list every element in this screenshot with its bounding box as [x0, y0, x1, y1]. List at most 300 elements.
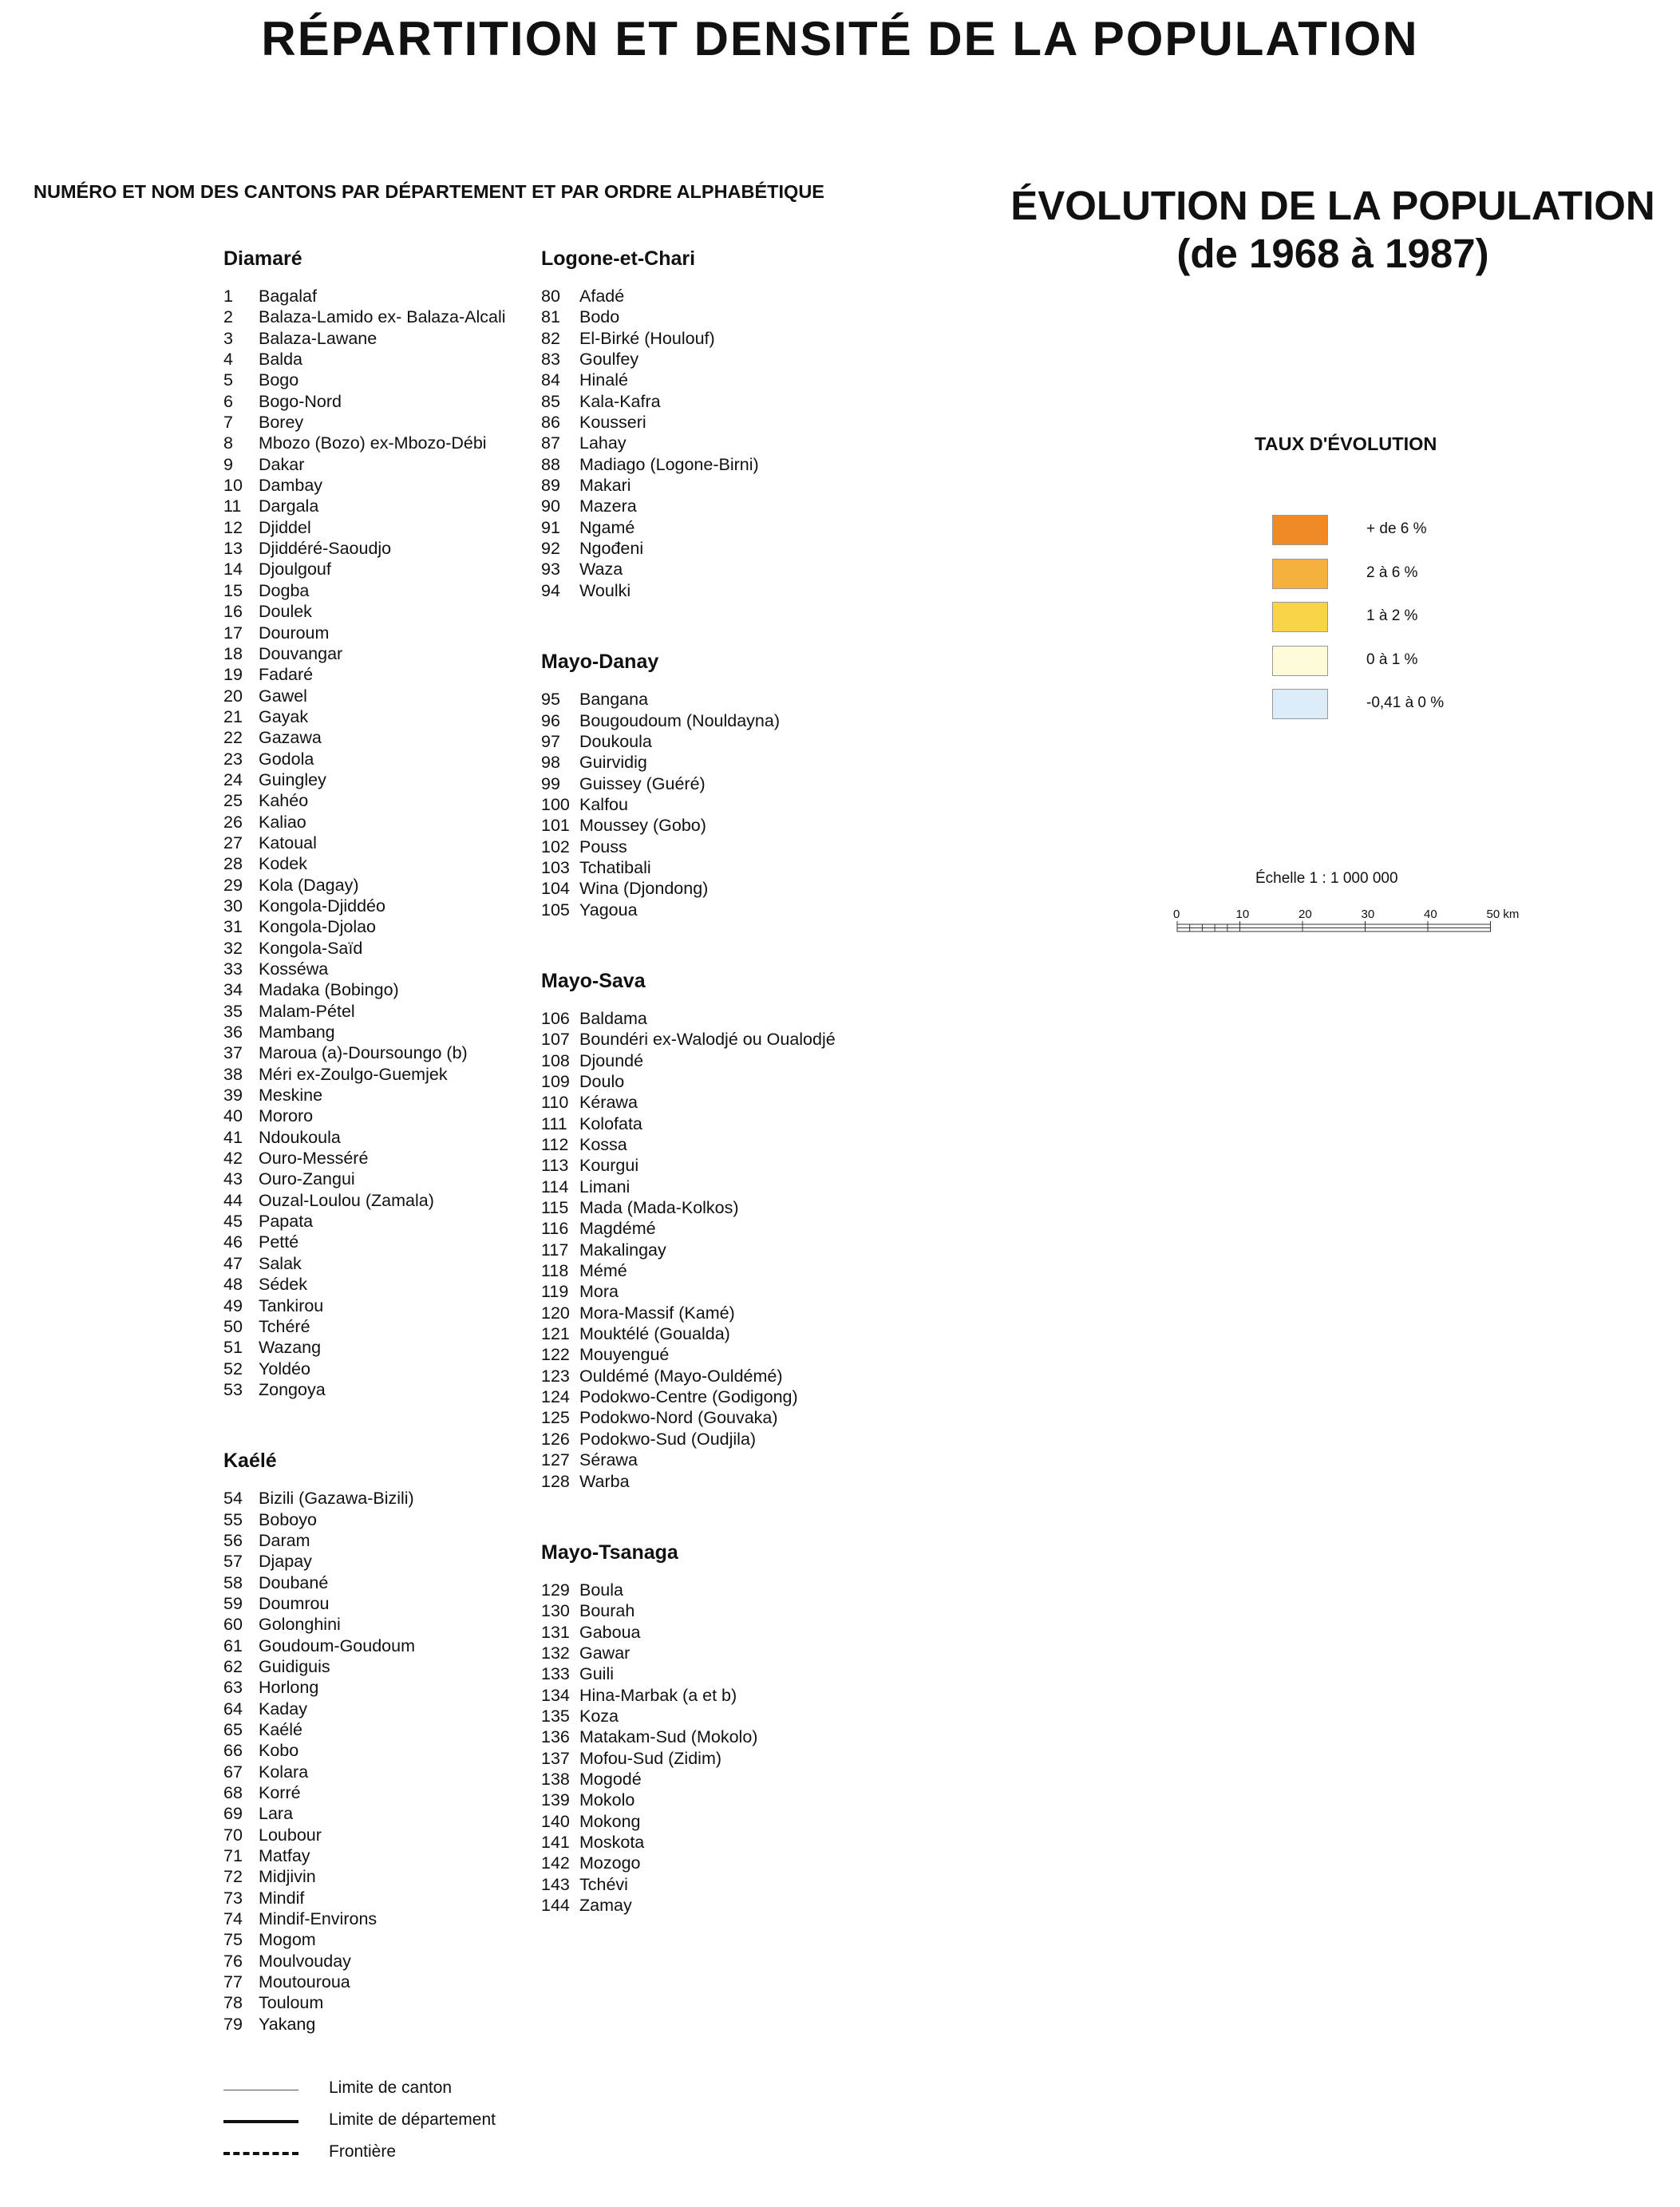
canton-row	[541, 794, 908, 815]
canton-row	[541, 1029, 908, 1050]
canton-row	[541, 559, 908, 579]
canton-row	[223, 1908, 591, 1929]
canton-row	[223, 1316, 591, 1337]
canton-number: 111	[541, 1113, 567, 1133]
canton-row	[541, 286, 908, 307]
canton-name: Yagoua	[579, 900, 638, 920]
canton-number: 44	[223, 1190, 243, 1210]
scale-title: Échelle 1 : 1 000 000	[1255, 870, 1398, 887]
department-name: Logone-et-Chari	[541, 247, 696, 270]
canton-row	[223, 370, 591, 390]
canton-name: Mambang	[259, 1022, 335, 1042]
canton-name: Guirvidig	[579, 753, 647, 773]
canton-number: 60	[223, 1615, 243, 1635]
canton-row	[223, 1782, 591, 1803]
canton-row	[541, 1323, 908, 1344]
canton-number: 133	[541, 1664, 570, 1684]
canton-row	[541, 1155, 908, 1176]
canton-row	[541, 689, 908, 710]
canton-name: Maroua (a)-Doursoungo (b)	[259, 1043, 468, 1063]
canton-number: 103	[541, 857, 570, 877]
canton-row	[541, 580, 908, 601]
canton-name: Guingley	[259, 769, 326, 789]
canton-number: 88	[541, 454, 560, 474]
canton-row	[541, 1706, 908, 1726]
line-legend-item	[223, 2139, 559, 2171]
canton-row	[223, 749, 591, 769]
canton-name: Makalingay	[579, 1240, 666, 1260]
canton-number: 39	[223, 1086, 243, 1105]
canton-row	[541, 1429, 908, 1450]
canton-number: 32	[223, 938, 243, 958]
taux-label: -0,41 à 0 %	[1366, 694, 1445, 711]
cantons-heading: NUMÉRO ET NOM DES CANTONS PAR DÉPARTEMENT ET PAR ORDRE ALPHABÉTIQUE	[34, 181, 824, 202]
canton-number: 65	[223, 1720, 243, 1739]
canton-name: Woulki	[579, 580, 631, 600]
canton-row	[223, 896, 591, 916]
scale-tick-label: 40	[1424, 908, 1437, 921]
canton-number: 17	[223, 623, 243, 643]
canton-number: 142	[541, 1853, 570, 1873]
canton-row	[541, 1240, 908, 1260]
canton-number: 132	[541, 1643, 570, 1663]
canton-row	[223, 1614, 591, 1635]
canton-number: 92	[541, 539, 560, 559]
canton-name: Bourah	[579, 1601, 635, 1621]
canton-number: 105	[541, 900, 570, 920]
canton-row	[223, 1085, 591, 1105]
canton-name: Meskine	[259, 1086, 323, 1105]
canton-name: Doumrou	[259, 1593, 330, 1613]
canton-number: 107	[541, 1030, 570, 1050]
canton-row	[223, 1169, 591, 1189]
canton-row	[541, 1008, 908, 1029]
canton-number: 117	[541, 1240, 569, 1260]
canton-name: Tchatibali	[579, 857, 651, 877]
canton-number: 14	[223, 560, 243, 579]
canton-name: Doubané	[259, 1572, 329, 1592]
canton-number: 89	[541, 476, 560, 496]
canton-row	[223, 1127, 591, 1148]
canton-name: Zongoya	[259, 1379, 326, 1399]
canton-name: Kongola-Saïd	[259, 938, 363, 958]
canton-number: 137	[541, 1748, 570, 1768]
department-name: Kaélé	[223, 1450, 277, 1473]
canton-number: 55	[223, 1509, 243, 1529]
canton-number: 75	[223, 1930, 243, 1950]
canton-number: 43	[223, 1169, 243, 1189]
canton-row	[223, 1677, 591, 1698]
canton-row	[541, 412, 908, 433]
canton-name: Lara	[259, 1804, 294, 1824]
evolution-title-line1: ÉVOLUTION DE LA POPULATION	[1010, 183, 1655, 228]
canton-number: 26	[223, 812, 243, 832]
canton-number: 96	[541, 710, 560, 730]
canton-row	[223, 1719, 591, 1740]
department-name: Mayo-Tsanaga	[541, 1541, 678, 1564]
canton-number: 62	[223, 1656, 243, 1676]
canton-name: Ouro-Messéré	[259, 1149, 369, 1169]
canton-number: 10	[223, 476, 243, 496]
canton-row	[541, 1685, 908, 1706]
canton-number: 61	[223, 1635, 243, 1655]
canton-name: Ndoukoula	[259, 1127, 341, 1147]
canton-name: Goudoum-Goudoum	[259, 1635, 415, 1655]
canton-row	[223, 727, 591, 748]
canton-number: 51	[223, 1338, 243, 1358]
canton-row	[223, 1635, 591, 1656]
canton-name: Mindif	[259, 1888, 305, 1908]
canton-number: 49	[223, 1295, 243, 1315]
scale-tick-label: 10	[1235, 908, 1250, 921]
canton-number: 69	[223, 1804, 243, 1824]
canton-name: Mora	[579, 1282, 619, 1302]
canton-name: Petté	[259, 1232, 299, 1252]
canton-name: Kossa	[579, 1135, 627, 1154]
canton-row	[223, 454, 591, 475]
canton-number: 100	[541, 794, 570, 814]
canton-name: Zamay	[579, 1896, 632, 1915]
canton-number: 31	[223, 917, 243, 937]
taux-swatch	[1272, 515, 1328, 545]
canton-number: 9	[223, 454, 233, 474]
canton-row	[223, 307, 591, 327]
canton-number: 63	[223, 1678, 243, 1698]
canton-row	[223, 286, 591, 307]
line-legend-label: Frontière	[329, 2142, 397, 2161]
canton-name: Mémé	[579, 1261, 627, 1281]
department-block	[541, 1538, 908, 1916]
canton-number: 135	[541, 1706, 570, 1726]
canton-row	[223, 1509, 591, 1530]
canton-name: Wazang	[259, 1338, 322, 1358]
canton-row	[223, 580, 591, 601]
taux-label: 0 à 1 %	[1366, 651, 1418, 668]
canton-row	[223, 1295, 591, 1316]
canton-row	[223, 1888, 591, 1908]
canton-name: Mokong	[579, 1811, 641, 1831]
canton-row	[541, 1386, 908, 1407]
canton-number: 91	[541, 517, 560, 537]
canton-name: Daram	[259, 1530, 310, 1550]
canton-row	[223, 1551, 591, 1572]
canton-name: Kobo	[259, 1741, 299, 1761]
canton-name: Ouldémé (Mayo-Ouldémé)	[579, 1366, 783, 1386]
canton-name: Doulo	[579, 1071, 625, 1091]
canton-row	[223, 1359, 591, 1379]
canton-row	[541, 1580, 908, 1600]
canton-number: 95	[541, 690, 560, 710]
canton-name: Mozogo	[579, 1853, 641, 1873]
canton-row	[223, 1866, 591, 1887]
canton-name: Kolofata	[579, 1113, 642, 1133]
canton-number: 66	[223, 1741, 243, 1761]
canton-row	[541, 1663, 908, 1684]
canton-number: 2	[223, 307, 233, 327]
canton-number: 37	[223, 1043, 243, 1063]
canton-row	[541, 1344, 908, 1365]
canton-name: Mofou-Sud (Zidim)	[579, 1748, 722, 1768]
canton-name: Ouzal-Loulou (Zamala)	[259, 1190, 434, 1210]
canton-name: Golonghini	[259, 1615, 341, 1635]
canton-number: 38	[223, 1064, 243, 1084]
canton-name: Sédek	[259, 1275, 307, 1295]
canton-name: Djiddéré-Saoudjo	[259, 539, 392, 559]
canton-row	[223, 601, 591, 622]
canton-row	[541, 1050, 908, 1071]
canton-number: 144	[541, 1896, 570, 1915]
canton-row	[223, 916, 591, 937]
canton-number: 83	[541, 350, 560, 370]
canton-row	[223, 1762, 591, 1782]
canton-name: Gaboua	[579, 1622, 641, 1642]
canton-name: Baldama	[579, 1008, 647, 1028]
canton-number: 120	[541, 1303, 570, 1323]
canton-number: 140	[541, 1811, 570, 1831]
canton-name: Kodek	[259, 854, 307, 874]
canton-row	[541, 433, 908, 453]
canton-row	[223, 1148, 591, 1169]
line-legend-label: Limite de canton	[329, 2078, 453, 2097]
canton-row	[541, 1260, 908, 1281]
canton-row	[223, 1253, 591, 1274]
canton-number: 16	[223, 602, 243, 622]
canton-name: Podokwo-Nord (Gouvaka)	[579, 1408, 778, 1428]
canton-row	[223, 1211, 591, 1232]
canton-name: Ngamé	[579, 517, 635, 537]
canton-name: Bogo	[259, 370, 299, 390]
canton-name: Tchéré	[259, 1316, 310, 1336]
canton-row	[541, 496, 908, 516]
canton-number: 45	[223, 1212, 243, 1232]
canton-row	[223, 1105, 591, 1126]
canton-number: 131	[541, 1622, 570, 1642]
canton-number: 80	[541, 287, 560, 306]
canton-number: 57	[223, 1552, 243, 1572]
canton-name: Sérawa	[579, 1450, 638, 1470]
canton-name: Guidiguis	[259, 1656, 330, 1676]
canton-number: 99	[541, 773, 560, 793]
canton-name: Salak	[259, 1253, 302, 1273]
canton-number: 113	[541, 1156, 569, 1176]
canton-number: 126	[541, 1429, 570, 1449]
canton-row	[541, 517, 908, 538]
canton-row	[223, 559, 591, 579]
canton-row	[223, 1022, 591, 1042]
canton-row	[223, 1656, 591, 1677]
canton-row	[223, 1845, 591, 1866]
canton-number: 12	[223, 517, 243, 537]
canton-row	[223, 979, 591, 1000]
canton-number: 118	[541, 1261, 569, 1281]
canton-row	[541, 1281, 908, 1302]
canton-row	[223, 790, 591, 811]
canton-row	[541, 1769, 908, 1790]
canton-number: 7	[223, 413, 233, 433]
department-block	[223, 244, 591, 1400]
canton-number: 77	[223, 1972, 243, 1992]
canton-number: 24	[223, 769, 243, 789]
canton-name: Madaka (Bobingo)	[259, 980, 399, 1000]
canton-name: Mbozo (Bozo) ex-Mbozo-Débi	[259, 433, 487, 453]
canton-name: Mogom	[259, 1930, 316, 1950]
canton-number: 112	[541, 1135, 569, 1154]
canton-number: 82	[541, 328, 560, 348]
taux-swatch	[1272, 689, 1328, 719]
canton-number: 115	[541, 1198, 569, 1218]
canton-number: 104	[541, 879, 570, 899]
canton-number: 28	[223, 854, 243, 874]
canton-number: 84	[541, 370, 560, 390]
canton-number: 36	[223, 1022, 243, 1042]
canton-name: Podokwo-Sud (Oudjila)	[579, 1429, 757, 1449]
canton-name: Kahéo	[259, 791, 309, 811]
canton-row	[541, 1790, 908, 1810]
canton-number: 18	[223, 643, 243, 663]
canton-number: 33	[223, 959, 243, 979]
taux-swatch	[1272, 646, 1328, 676]
canton-name: Gazawa	[259, 728, 322, 748]
canton-name: Limani	[579, 1177, 630, 1196]
taux-swatch	[1272, 559, 1328, 589]
canton-name: Yakang	[259, 2014, 316, 2034]
canton-name: Hinalé	[579, 370, 628, 390]
canton-number: 81	[541, 307, 560, 327]
canton-row	[541, 878, 908, 899]
canton-row	[223, 1488, 591, 1509]
canton-row	[541, 1218, 908, 1239]
canton-row	[223, 1530, 591, 1551]
canton-name: Kongola-Djolao	[259, 917, 377, 937]
canton-row	[223, 349, 591, 370]
canton-name: Moskota	[579, 1832, 645, 1852]
canton-number: 53	[223, 1379, 243, 1399]
canton-number: 119	[541, 1282, 569, 1302]
canton-number: 1	[223, 287, 233, 306]
department-name: Mayo-Danay	[541, 651, 659, 674]
border-line-sample	[223, 2152, 298, 2155]
canton-row	[223, 686, 591, 706]
canton-name: Boundéri ex-Walodjé ou Oualodjé	[579, 1030, 836, 1050]
canton-name: Ouro-Zangui	[259, 1169, 355, 1189]
canton-number: 90	[541, 496, 560, 516]
canton-row	[541, 1197, 908, 1218]
canton-name: Matfay	[259, 1846, 310, 1866]
canton-row	[223, 328, 591, 349]
canton-number: 138	[541, 1769, 570, 1789]
canton-name: Kourgui	[579, 1156, 639, 1176]
canton-number: 129	[541, 1580, 570, 1600]
canton-row	[541, 1450, 908, 1470]
canton-row	[541, 710, 908, 731]
line-legend	[223, 2075, 559, 2171]
canton-number: 127	[541, 1450, 570, 1470]
canton-row	[541, 857, 908, 878]
canton-number: 50	[223, 1316, 243, 1336]
canton-name: Kala-Kafra	[579, 391, 661, 411]
department-name: Diamaré	[223, 247, 302, 270]
canton-name: Dogba	[259, 580, 310, 600]
canton-name: Wina (Djondong)	[579, 879, 709, 899]
canton-name: Dakar	[259, 454, 305, 474]
canton-number: 71	[223, 1846, 243, 1866]
canton-number: 74	[223, 1909, 243, 1929]
canton-name: Kousseri	[579, 413, 646, 433]
canton-name: Bangana	[579, 690, 649, 710]
department-block	[541, 647, 908, 920]
canton-number: 29	[223, 875, 243, 895]
canton-row	[541, 1471, 908, 1492]
canton-name: Djapay	[259, 1552, 312, 1572]
canton-number: 19	[223, 665, 243, 685]
canton-name: Magdémé	[579, 1219, 656, 1239]
canton-number: 106	[541, 1008, 570, 1028]
canton-row	[223, 959, 591, 979]
canton-name: Podokwo-Centre (Godigong)	[579, 1387, 798, 1407]
canton-number: 56	[223, 1530, 243, 1550]
canton-row	[541, 900, 908, 920]
canton-row	[223, 833, 591, 853]
canton-number: 68	[223, 1783, 243, 1803]
canton-row	[541, 1726, 908, 1747]
canton-name: Mindif-Environs	[259, 1909, 378, 1929]
canton-row	[541, 815, 908, 836]
canton-number: 102	[541, 837, 570, 856]
department-block	[541, 244, 908, 601]
canton-row	[223, 1929, 591, 1950]
canton-name: Moussey (Gobo)	[579, 816, 706, 836]
canton-number: 52	[223, 1359, 243, 1378]
canton-number: 8	[223, 433, 233, 453]
canton-row	[541, 307, 908, 327]
department-name: Mayo-Sava	[541, 969, 646, 992]
canton-name: Dambay	[259, 476, 323, 496]
canton-name: Malam-Pétel	[259, 1001, 355, 1021]
canton-row	[223, 1042, 591, 1063]
canton-name: Mogodé	[579, 1769, 642, 1789]
canton-name: Kérawa	[579, 1093, 638, 1113]
canton-number: 22	[223, 728, 243, 748]
canton-name: Makari	[579, 476, 631, 496]
canton-number: 67	[223, 1762, 243, 1782]
canton-name: Afadé	[579, 287, 625, 306]
canton-name: Gayak	[259, 706, 309, 726]
canton-name: Kosséwa	[259, 959, 329, 979]
scale-bar	[1169, 900, 1520, 942]
canton-number: 11	[223, 496, 242, 516]
canton-row	[541, 1622, 908, 1643]
canton-number: 15	[223, 580, 243, 600]
canton-name: Gawel	[259, 686, 307, 706]
canton-name: Tchévi	[579, 1874, 628, 1894]
canton-number: 41	[223, 1127, 243, 1147]
canton-number: 20	[223, 686, 243, 706]
canton-number: 130	[541, 1601, 570, 1621]
canton-name: Hina-Marbak (a et b)	[579, 1685, 737, 1705]
canton-number: 98	[541, 753, 560, 773]
canton-row	[541, 1092, 908, 1113]
canton-row	[223, 1593, 591, 1614]
canton-name: Godola	[259, 749, 314, 769]
taux-swatch	[1272, 602, 1328, 632]
canton-row	[223, 623, 591, 643]
canton-row	[541, 1071, 908, 1092]
evolution-title-line2: (de 1968 à 1987)	[1176, 231, 1489, 276]
canton-row	[541, 454, 908, 475]
canton-row	[223, 1972, 591, 1992]
canton-name: Mokolo	[579, 1790, 635, 1810]
canton-number: 4	[223, 350, 233, 370]
